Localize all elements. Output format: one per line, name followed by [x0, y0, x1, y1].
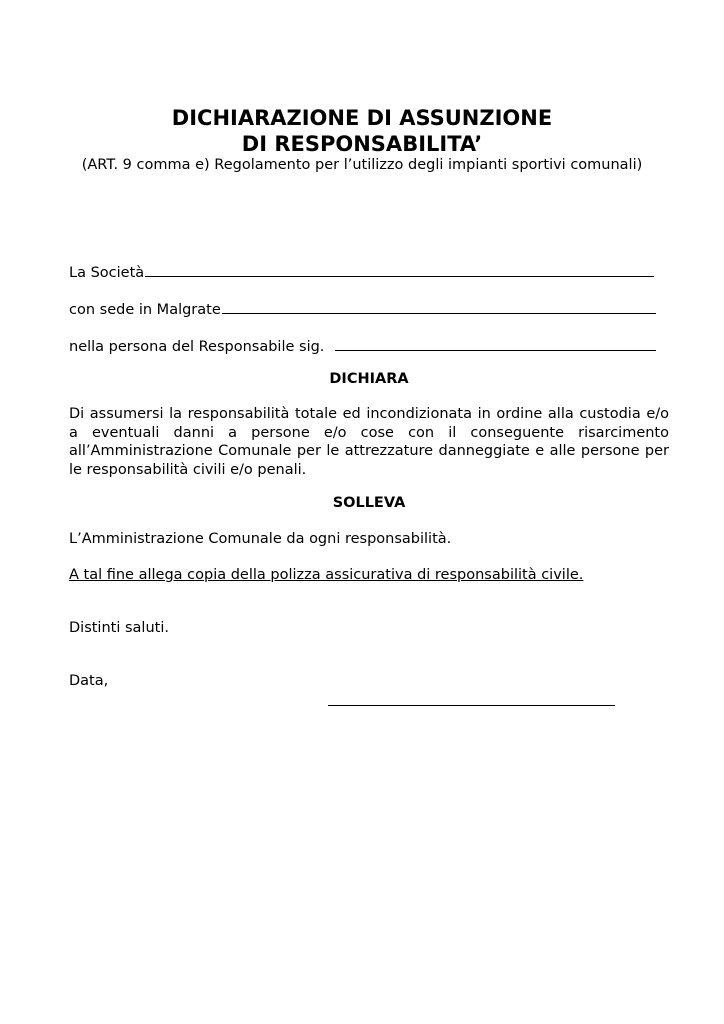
allegato-text: A tal fine allega copia della polizza assicurativa di responsabilità civile.: [69, 567, 584, 583]
societa-blank-line[interactable]: [145, 262, 654, 277]
societa-field-row: [69, 262, 654, 283]
sede-field-label: con sede in Malgrate: [69, 302, 221, 318]
responsabile-field-row: [69, 336, 656, 357]
dichiara-paragraph: [69, 405, 669, 479]
solleva-text: L’Amministrazione Comunale da ogni responsabilità.: [69, 531, 452, 547]
heading-dichiara: DICHIARA: [329, 371, 409, 387]
document-title-line-2: DI RESPONSABILITA’: [241, 132, 483, 156]
heading-solleva: SOLLEVA: [332, 495, 406, 511]
date-label: Data,: [69, 673, 109, 689]
document-subtitle: (ART. 9 comma e) Regolamento per l’utilizzo degli impianti sportivi comunali): [81, 157, 643, 173]
sede-blank-line[interactable]: [222, 299, 656, 314]
dichiara-line-1: Di assumersi la responsabilità totale ed incondizionata in ordine alla custodia e/o: [69, 406, 669, 422]
closing-text: Distinti saluti.: [69, 620, 169, 636]
responsabile-blank-line[interactable]: [335, 336, 656, 351]
responsabile-field-label: nella persona del Responsabile sig.: [69, 339, 325, 355]
dichiara-line-4: le responsabilità civili e/o penali.: [69, 461, 307, 478]
dichiara-line-3: all’Amministrazione Comunale per le attrezzature danneggiate e alle persone per: [69, 443, 669, 459]
document-title-line-1: DICHIARAZIONE DI ASSUNZIONE: [171, 106, 553, 130]
signature-line[interactable]: [328, 705, 615, 706]
dichiara-line-2: a eventuali danni a persone e/o cose con il conseguente risarcimento: [69, 424, 669, 441]
societa-field-label: La Società: [69, 265, 145, 281]
sede-field-row: [69, 299, 656, 320]
